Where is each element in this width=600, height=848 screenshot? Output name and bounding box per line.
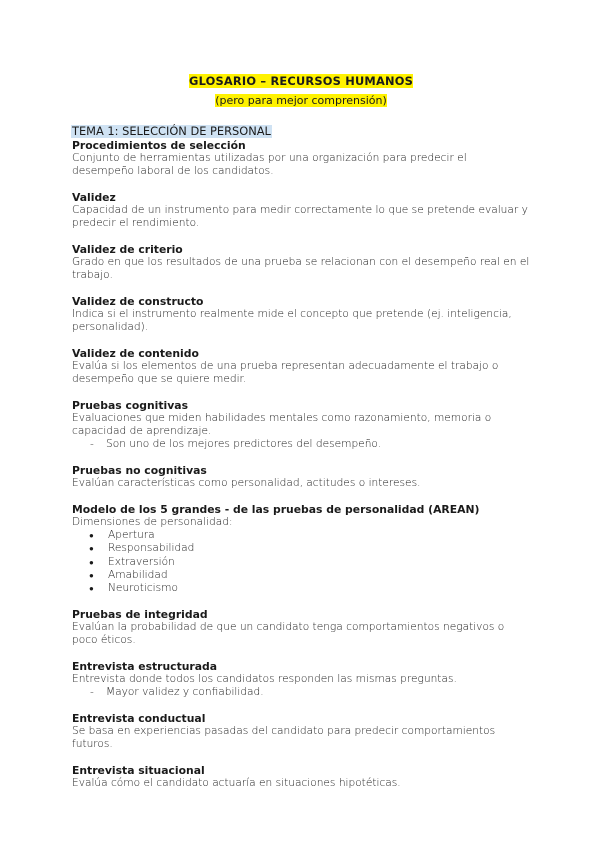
glossary-entry bbox=[72, 503, 530, 595]
entry-term: Pruebas no cognitivas bbox=[72, 464, 207, 478]
entry-definition: Entrevista donde todos los candidatos responden las mismas preguntas. bbox=[72, 673, 457, 686]
entry-term: Pruebas cognitivas bbox=[72, 399, 188, 412]
bullet-item: - Son uno de los mejores predictores del desempeño. bbox=[72, 438, 530, 451]
entry-definition: Indica si el instrumento realmente mide el concepto que pretende (ej. inteligencia, personalidad). bbox=[72, 308, 512, 333]
entry-definition: Dimensiones de personalidad: bbox=[72, 516, 233, 529]
title-block bbox=[72, 70, 530, 108]
bullet-item: ● Neuroticismo bbox=[72, 582, 530, 595]
glossary-entry bbox=[72, 464, 530, 490]
entry-definition: Evalúa cómo el candidato actuaría en situaciones hipotéticas. bbox=[72, 777, 401, 790]
entry-term: Entrevista conductual bbox=[72, 712, 206, 726]
entry-definition: Evaluaciones que miden habilidades mentales como razonamiento, memoria o capacidad de aprendizaje. bbox=[72, 412, 492, 437]
bullet-item: ● Responsabilidad bbox=[72, 542, 530, 555]
entry-term: Validez bbox=[72, 191, 116, 204]
glossary-entry bbox=[72, 660, 530, 699]
entry-definition: Evalúan características como personalidad, actitudes o intereses. bbox=[72, 477, 421, 490]
glossary-entry bbox=[72, 764, 530, 790]
entry-bullet-list bbox=[72, 686, 530, 699]
entry-term: Entrevista estructurada bbox=[72, 660, 218, 674]
entry-definition: Evalúa si los elementos de una prueba representan adecuadamente el trabajo o desempeño que se quiere medir. bbox=[72, 360, 499, 385]
entry-definition: Conjunto de herramientas utilizadas por una organización para predecir el desempeño laboral de los candidatos. bbox=[72, 152, 467, 177]
glossary-entry bbox=[72, 608, 530, 647]
glossary-entry bbox=[72, 712, 530, 751]
glossary-entry bbox=[72, 243, 530, 282]
bullet-item: ● Extraversión bbox=[72, 556, 530, 569]
entry-term: Modelo de los 5 grandes - de las pruebas de personalidad (AREAN) bbox=[72, 503, 480, 517]
section-heading: TEMA 1: SELECCIÓN DE PERSONAL bbox=[72, 124, 271, 138]
bullet-item: ● Apertura bbox=[72, 529, 530, 542]
document-title: GLOSARIO – RECURSOS HUMANOS bbox=[189, 74, 413, 88]
entry-definition: Evalúan la probabilidad de que un candidato tenga comportamientos negativos o poco éticos. bbox=[72, 621, 505, 647]
entry-definition: Se basa en experiencias pasadas del candidato para predecir comportamientos futuros. bbox=[72, 725, 496, 751]
glossary-entry bbox=[72, 399, 530, 451]
entry-definition: Grado en que los resultados de una prueba se relacionan con el desempeño real en el trabajo. bbox=[72, 256, 530, 281]
entry-term: Validez de criterio bbox=[72, 243, 183, 256]
document-subtitle: (pero para mejor comprensión) bbox=[215, 94, 387, 107]
entry-term: Entrevista situacional bbox=[72, 764, 205, 778]
entry-term: Validez de contenido bbox=[72, 347, 199, 360]
glossary-entry bbox=[72, 295, 530, 334]
bullet-item: - Mayor validez y confiabilidad. bbox=[72, 686, 530, 699]
entry-bullet-list bbox=[72, 529, 530, 595]
entry-bullet-list bbox=[72, 438, 530, 451]
bullet-item: ● Amabilidad bbox=[72, 569, 530, 582]
glossary-entry bbox=[72, 347, 530, 386]
glossary-entry bbox=[72, 191, 530, 230]
glossary-entry bbox=[72, 139, 530, 178]
entry-term: Procedimientos de selección bbox=[72, 139, 246, 152]
entry-definition: Capacidad de un instrumento para medir correctamente lo que se pretende evaluar y predecir el rendimiento. bbox=[72, 204, 528, 229]
entry-term: Pruebas de integridad bbox=[72, 608, 208, 622]
entry-term: Validez de constructo bbox=[72, 295, 204, 308]
